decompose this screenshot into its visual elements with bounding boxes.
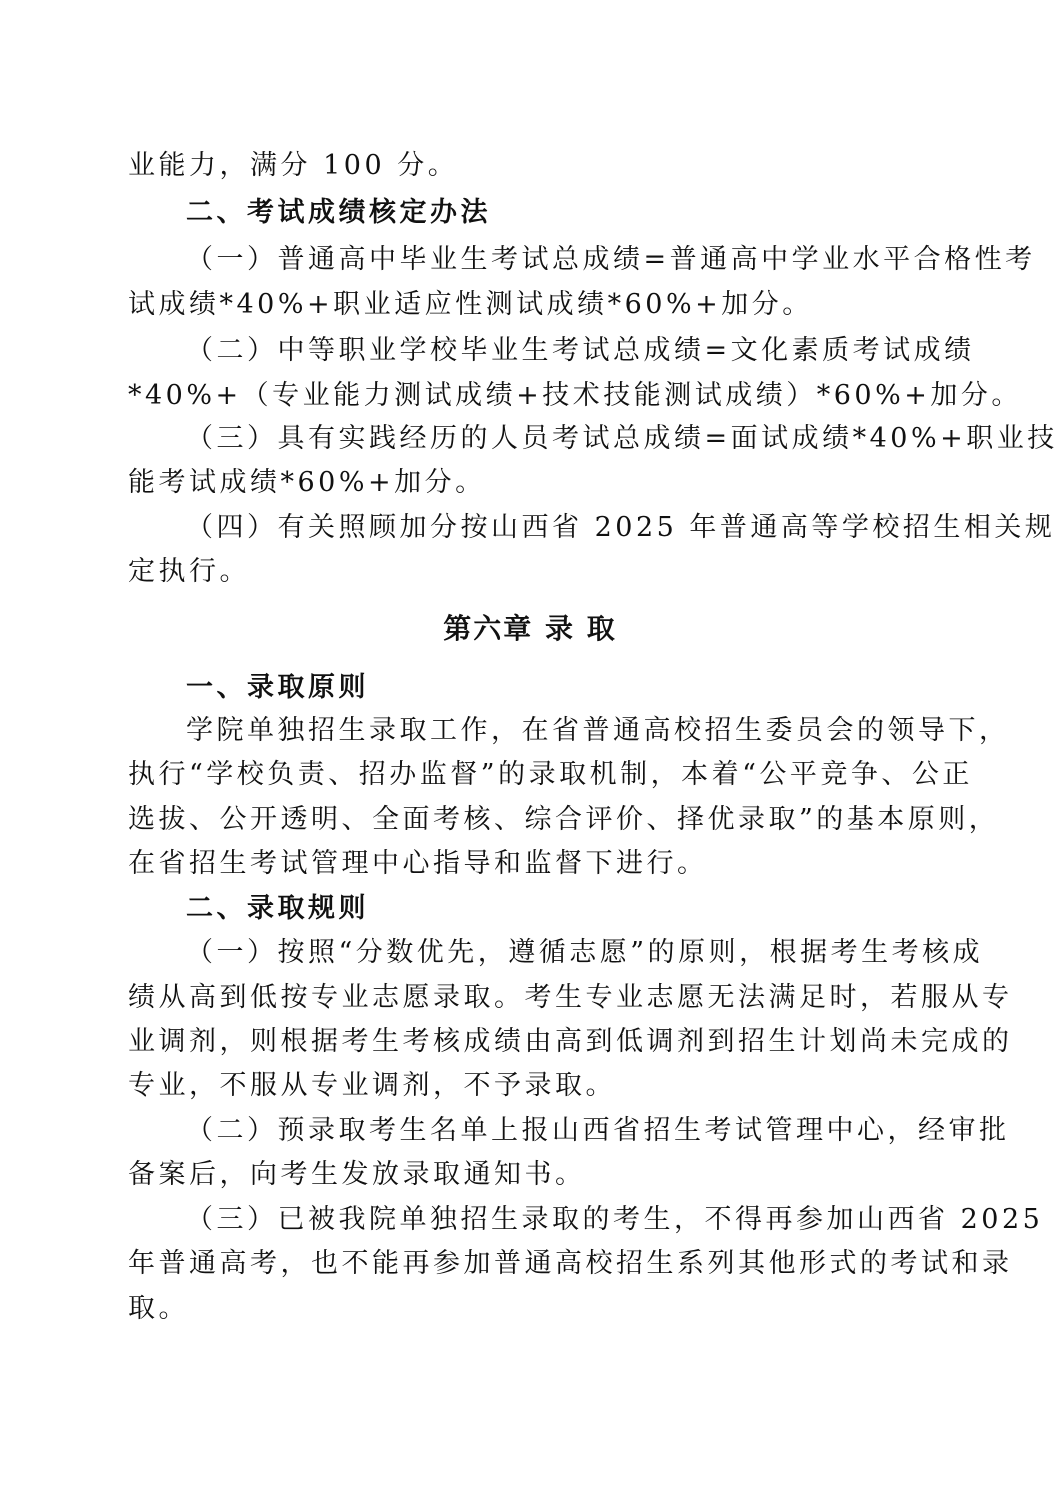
paragraph-line: 定执行。 [128,556,250,587]
paragraph-line: 学院单独招生录取工作，在省普通高校招生委员会的领导下， [186,715,1010,746]
paragraph-line: *40%+（专业能力测试成绩+技术技能测试成绩）*60%+加分。 [128,380,1022,411]
paragraph-line: 绩从高到低按专业志愿录取。考生专业志愿无法满足时，若服从专 [128,982,1013,1013]
section-heading: 一、录取原则 [186,672,369,703]
section-heading: 二、考试成绩核定办法 [186,197,491,228]
paragraph-line: 业能力，满分 100 分。 [128,150,459,181]
paragraph-line: 业调剂，则根据考生考核成绩由高到低调剂到招生计划尚未完成的 [128,1026,1013,1057]
paragraph-line: 专业，不服从专业调剂，不予录取。 [128,1070,616,1101]
section-heading: 二、录取规则 [186,893,369,924]
paragraph-line: （一）按照“分数优先，遵循志愿”的原则，根据考生考核成 [186,937,984,968]
paragraph-line: 取。 [128,1293,189,1324]
paragraph-line: 选拔、公开透明、全面考核、综合评价、择优录取”的基本原则， [128,804,1000,835]
paragraph-line: （四）有关照顾加分按山西省 2025 年普通高等学校招生相关规 [186,512,1056,543]
paragraph-line: 执行“学校负责、招办监督”的录取机制，本着“公平竞争、公正 [128,759,973,790]
paragraph-line: 备案后，向考生发放录取通知书。 [128,1159,586,1190]
paragraph-line: （三）已被我院单独招生录取的考生，不得再参加山西省 2025 [186,1204,1044,1235]
paragraph-line: （三）具有实践经历的人员考试总成绩=面试成绩*40%+职业技 [186,423,1058,454]
paragraph-line: （二）中等职业学校毕业生考试总成绩=文化素质考试成绩 [186,335,975,366]
paragraph-line: 能考试成绩*60%+加分。 [128,467,486,498]
paragraph-line: 在省招生考试管理中心指导和监督下进行。 [128,848,708,879]
paragraph-line: 年普通高考，也不能再参加普通高校招生系列其他形式的考试和录 [128,1248,1013,1279]
paragraph-line: （二）预录取考生名单上报山西省招生考试管理中心，经审批 [186,1115,1010,1146]
paragraph-line: 试成绩*40%+职业适应性测试成绩*60%+加分。 [128,289,813,320]
paragraph-line: （一）普通高中毕业生考试总成绩=普通高中学业水平合格性考 [186,244,1036,275]
chapter-title: 第六章 录 取 [443,612,617,645]
